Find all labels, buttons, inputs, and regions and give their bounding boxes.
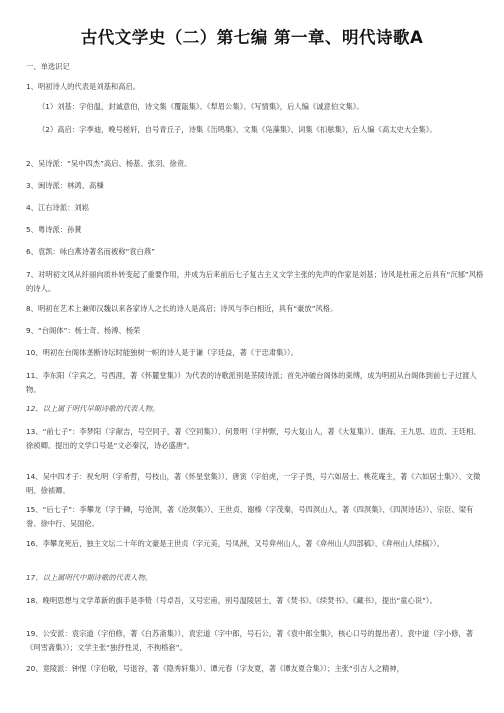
list-item: 3、闽诗派：林鸿、高棅 (26, 181, 104, 190)
list-item: 16、李攀龙死后，独主文坛二十年的文豪是王世贞（字元美，号凤洲，又号弇州山人，著《弇州山人四部稿》、《弇州山人续稿》）。 (26, 539, 444, 548)
section-heading: 一、单选识记 (26, 62, 70, 71)
list-item: 7、对明初文风从纤丽向质朴转变起了重要作用，并成为后来前后七子复古主义文学主张的先声的作家是刘基；诗风是杜甫之后具有“沉郁”风格的诗人。 (26, 270, 484, 293)
list-item: 20、竟陵派：钟惺（字伯敬，号退谷，著《隐秀轩集》）、谭元春（字友夏，著《谭友夏合集》）；主张“引古人之精神， (26, 664, 404, 673)
list-item: 11、李东阳（字宾之，号西涯，著《怀麓堂集》）为代表的诗歌派别是茶陵诗派；首先冲破台阁体的束缚，成为明初从台阁体到前七子过渡人物。 (26, 371, 477, 394)
list-item: 8、明初在艺术上兼师汉魏以来各家诗人之长的诗人是高启；诗风与李白相近，具有“豪放”风格。 (26, 304, 338, 313)
page-title: 古代文学史（二）第七编 第一章、明代诗歌A (80, 28, 424, 47)
list-item: 2、吴诗派：“吴中四杰”高启、杨基、张羽、徐贲。 (26, 159, 192, 168)
list-item: 15、“后七子”：李攀龙（字于鳞，号沧溟，著《沧溟集》）、王世贞、谢榛（字茂秦，号四溟山人，著《四溟集》、《四溟诗话》）、宗臣、梁有誉、徐中行、吴国伦。 (26, 505, 474, 528)
list-item: （1）刘基：字伯温，封诚意伯，诗文集《覆瓿集》、《犁眉公集》、《写情集》，后人编《诚意伯文集》。 (38, 102, 364, 111)
list-item: 5、粤诗派：孙蕡 (26, 225, 82, 234)
list-item: 12、以上属于明代早期诗歌的代表人物。 (26, 404, 160, 413)
list-item: 13、“前七子”：李梦阳（字献吉，号空同子，著《空同集》）、何景明（字仲默，号大复山人，著《大复集》）、康海、王九思、边贡、王廷相、徐祯卿。提出的文学口号是“文必秦汉，诗必盛唐”。 (26, 427, 481, 450)
list-item: 1、明初诗人的代表是刘基和高启。 (26, 82, 141, 91)
list-item: 18、晚明思想与文学革新的旗手是李贽（号卓吾，又号宏甫，别号温陵居士，著《焚书》、《续焚书》、《藏书》，提出“童心说”）。 (26, 596, 437, 605)
list-item: 6、袁凯：咏白燕诗著名而被称“袁白燕” (26, 247, 155, 256)
list-item: 4、江右诗派：刘崧 (26, 203, 90, 212)
list-item: （2）高启：字季迪，晚号槎轩，自号青丘子，诗集《缶鸣集》、文集《凫藻集》、词集《扣舷集》，后人编《高太史大全集》。 (38, 125, 437, 134)
list-item: 10、明初在台阁体垄断诗坛时能独树一帜的诗人是于谦（字廷益，著《于忠肃集》）。 (26, 348, 298, 357)
list-item: 17、以上属明代中期诗歌的代表人物。 (26, 573, 153, 582)
list-item: 9、“台阁体”：杨士奇、杨溥、杨荣 (26, 326, 141, 335)
list-item: 19、公安派：袁宗道（字伯修，著《白苏斋集》）、袁宏道（字中郎，号石公，著《袁中郎全集》，核心口号的提出者）、袁中道（字小修，著《珂雪斋集》）；文学主张“独抒性灵，不拘格套”。 (26, 629, 474, 652)
list-item: 14、吴中四才子：祝允明（字希哲，号枝山，著《怀星堂集》）、唐寅（字伯虎，一字子畏，号六如居士、桃花庵主，著《六如居士集》）、文徵明、徐祯卿。 (26, 472, 481, 495)
